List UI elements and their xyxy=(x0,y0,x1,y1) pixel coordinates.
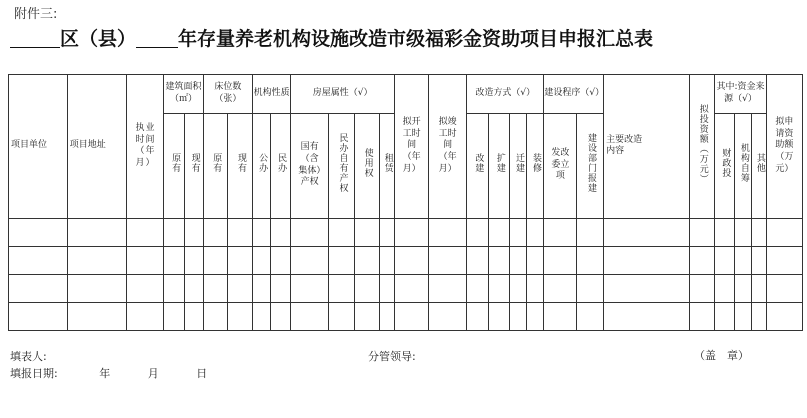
header-fund-self: 机构自筹 xyxy=(734,113,752,218)
table-cell[interactable] xyxy=(379,218,394,246)
header-construction-procedure: 建设程序（√） xyxy=(544,75,604,114)
table-cell[interactable] xyxy=(510,274,526,302)
table-cell[interactable] xyxy=(253,302,271,330)
table-cell[interactable] xyxy=(395,302,429,330)
table-cell[interactable] xyxy=(354,246,379,274)
header-main-content: 主要改造内容 xyxy=(604,75,689,219)
header-method-extend: 扩建 xyxy=(488,113,510,218)
leader-label: 分管领导: xyxy=(368,350,416,363)
table-cell[interactable] xyxy=(270,274,291,302)
table-cell[interactable] xyxy=(766,274,802,302)
table-cell[interactable] xyxy=(689,246,715,274)
header-nature-private: 民办 xyxy=(270,113,291,218)
attachment-label: 附件三: xyxy=(14,7,58,22)
table-cell[interactable] xyxy=(253,274,271,302)
table-cell[interactable] xyxy=(203,246,228,274)
table-cell[interactable] xyxy=(689,274,715,302)
table-cell[interactable] xyxy=(291,274,329,302)
header-area-current: 现有 xyxy=(185,113,204,218)
table-cell[interactable] xyxy=(689,218,715,246)
header-practice-time: 执业时间（年月） xyxy=(127,75,164,219)
table-cell[interactable] xyxy=(9,218,68,246)
table-cell[interactable] xyxy=(228,302,253,330)
table-cell[interactable] xyxy=(526,218,544,246)
table-cell[interactable] xyxy=(467,274,489,302)
table-cell[interactable] xyxy=(228,218,253,246)
header-bed-original: 原有 xyxy=(203,113,228,218)
table-cell[interactable] xyxy=(127,302,164,330)
summary-table xyxy=(8,74,803,331)
header-property-private: 民办自有产权 xyxy=(329,113,355,218)
table-cell[interactable] xyxy=(395,246,429,274)
table-cell[interactable] xyxy=(270,302,291,330)
table-cell[interactable] xyxy=(429,246,467,274)
title-part1: 区（县） xyxy=(60,28,137,50)
header-bed-count: 床位数（张） xyxy=(203,75,252,114)
table-cell[interactable] xyxy=(510,302,526,330)
table-cell[interactable] xyxy=(526,246,544,274)
table-cell[interactable] xyxy=(544,302,577,330)
header-method-decorate: 装修 xyxy=(526,113,544,218)
table-row xyxy=(9,218,803,246)
header-procedure-approval: 发改委立项 xyxy=(544,113,577,218)
table-cell[interactable] xyxy=(228,274,253,302)
header-fund-fiscal: 财政投 xyxy=(715,113,735,218)
table-cell[interactable] xyxy=(544,246,577,274)
table-cell[interactable] xyxy=(291,302,329,330)
table-cell[interactable] xyxy=(766,218,802,246)
table-cell[interactable] xyxy=(510,218,526,246)
table-cell[interactable] xyxy=(354,302,379,330)
table-cell[interactable] xyxy=(164,218,185,246)
header-nature-public: 公办 xyxy=(253,113,271,218)
table-cell[interactable] xyxy=(689,302,715,330)
table-cell[interactable] xyxy=(734,302,752,330)
seal-label: （盖 章） xyxy=(694,349,749,362)
table-cell[interactable] xyxy=(354,274,379,302)
header-area-original: 原有 xyxy=(164,113,185,218)
table-cell[interactable] xyxy=(734,274,752,302)
table-cell[interactable] xyxy=(429,302,467,330)
table-cell[interactable] xyxy=(734,246,752,274)
table-cell[interactable] xyxy=(67,274,127,302)
header-procedure-construction: 建设部门报建 xyxy=(577,113,604,218)
table-cell[interactable] xyxy=(395,274,429,302)
table-cell[interactable] xyxy=(752,218,766,246)
table-cell[interactable] xyxy=(379,246,394,274)
table-cell[interactable] xyxy=(766,302,802,330)
table-row xyxy=(9,246,803,274)
header-property-attribute: 房屋属性（√） xyxy=(291,75,395,114)
table-cell[interactable] xyxy=(429,274,467,302)
table-cell[interactable] xyxy=(715,218,735,246)
table-cell[interactable] xyxy=(127,218,164,246)
table-cell[interactable] xyxy=(488,246,510,274)
header-method-relocate: 迁建 xyxy=(510,113,526,218)
table-cell[interactable] xyxy=(604,274,689,302)
table-cell[interactable] xyxy=(9,246,68,274)
table-cell[interactable] xyxy=(329,302,355,330)
table-cell[interactable] xyxy=(488,218,510,246)
header-investment: 拟投资额（万元） xyxy=(689,75,715,219)
table-cell[interactable] xyxy=(715,302,735,330)
header-planned-completion: 拟竣工时间（年月） xyxy=(429,75,467,219)
district-blank xyxy=(10,31,60,48)
table-cell[interactable] xyxy=(544,218,577,246)
table-cell[interactable] xyxy=(9,274,68,302)
table-cell[interactable] xyxy=(467,218,489,246)
table-cell[interactable] xyxy=(577,218,604,246)
table-cell[interactable] xyxy=(766,246,802,274)
table-cell[interactable] xyxy=(379,274,394,302)
table-cell[interactable] xyxy=(203,218,228,246)
table-cell[interactable] xyxy=(715,274,735,302)
table-cell[interactable] xyxy=(488,302,510,330)
table-cell[interactable] xyxy=(253,218,271,246)
header-institution-nature: 机构性质 xyxy=(253,75,291,114)
table-cell[interactable] xyxy=(395,218,429,246)
table-cell[interactable] xyxy=(544,274,577,302)
table-row xyxy=(9,302,803,330)
header-property-rent: 租赁 xyxy=(379,113,394,218)
table-cell[interactable] xyxy=(379,302,394,330)
table-cell[interactable] xyxy=(9,302,68,330)
table-cell[interactable] xyxy=(203,302,228,330)
table-cell[interactable] xyxy=(604,246,689,274)
document-title xyxy=(10,24,653,51)
table-cell[interactable] xyxy=(526,302,544,330)
header-renovation-method: 改造方式（√） xyxy=(467,75,544,114)
header-building-area: 建筑面积（㎡） xyxy=(164,75,203,114)
date-year: 年 xyxy=(99,367,111,380)
table-cell[interactable] xyxy=(203,274,228,302)
table-cell[interactable] xyxy=(577,302,604,330)
fill-date-label: 填报日期: xyxy=(10,367,58,380)
title-part2: 年存量养老机构设施改造市级福彩金资助项目申报汇总表 xyxy=(178,28,654,50)
table-cell[interactable] xyxy=(429,218,467,246)
table-cell[interactable] xyxy=(127,274,164,302)
table-cell[interactable] xyxy=(604,302,689,330)
table-cell[interactable] xyxy=(526,274,544,302)
table-cell[interactable] xyxy=(164,274,185,302)
header-funding-source: 其中:资金来源（√） xyxy=(715,75,767,114)
header-apply-amount: 拟申请资助额（万元） xyxy=(766,75,802,219)
table-cell[interactable] xyxy=(329,246,355,274)
table-cell[interactable] xyxy=(752,274,766,302)
header-bed-current: 现有 xyxy=(228,113,253,218)
table-cell[interactable] xyxy=(752,246,766,274)
table-cell[interactable] xyxy=(127,246,164,274)
table-cell[interactable] xyxy=(67,246,127,274)
date-month: 月 xyxy=(147,367,159,380)
table-cell[interactable] xyxy=(228,246,253,274)
year-blank xyxy=(136,31,178,48)
table-cell[interactable] xyxy=(253,246,271,274)
table-cell[interactable] xyxy=(329,274,355,302)
table-cell[interactable] xyxy=(577,274,604,302)
table-cell[interactable] xyxy=(164,302,185,330)
table-cell[interactable] xyxy=(270,246,291,274)
table-cell[interactable] xyxy=(291,246,329,274)
header-fund-other: 其他 xyxy=(752,113,766,218)
date-day: 日 xyxy=(196,367,208,380)
table-cell[interactable] xyxy=(715,246,735,274)
table-cell[interactable] xyxy=(577,246,604,274)
fill-date-row xyxy=(10,365,207,381)
header-project-address: 项目地址 xyxy=(67,75,127,219)
table-cell[interactable] xyxy=(354,218,379,246)
table-cell[interactable] xyxy=(185,246,204,274)
header-property-state: 国有（含集体）产权 xyxy=(291,113,329,218)
table-cell[interactable] xyxy=(752,302,766,330)
table-cell[interactable] xyxy=(467,246,489,274)
table-cell[interactable] xyxy=(185,302,204,330)
header-project-unit: 项目单位 xyxy=(9,75,68,219)
header-property-use-right: 使用权 xyxy=(354,113,379,218)
table-cell[interactable] xyxy=(467,302,489,330)
table-cell[interactable] xyxy=(185,218,204,246)
table-row xyxy=(9,274,803,302)
table-cell[interactable] xyxy=(291,218,329,246)
table-cell[interactable] xyxy=(734,218,752,246)
header-method-rebuild: 改建 xyxy=(467,113,489,218)
table-cell[interactable] xyxy=(164,246,185,274)
filler-label: 填表人: xyxy=(10,350,47,363)
table-cell[interactable] xyxy=(67,302,127,330)
table-cell[interactable] xyxy=(329,218,355,246)
table-cell[interactable] xyxy=(604,218,689,246)
table-cell[interactable] xyxy=(270,218,291,246)
table-cell[interactable] xyxy=(67,218,127,246)
table-cell[interactable] xyxy=(510,246,526,274)
header-planned-start: 拟开工时间（年月） xyxy=(395,75,429,219)
table-cell[interactable] xyxy=(185,274,204,302)
table-cell[interactable] xyxy=(488,274,510,302)
